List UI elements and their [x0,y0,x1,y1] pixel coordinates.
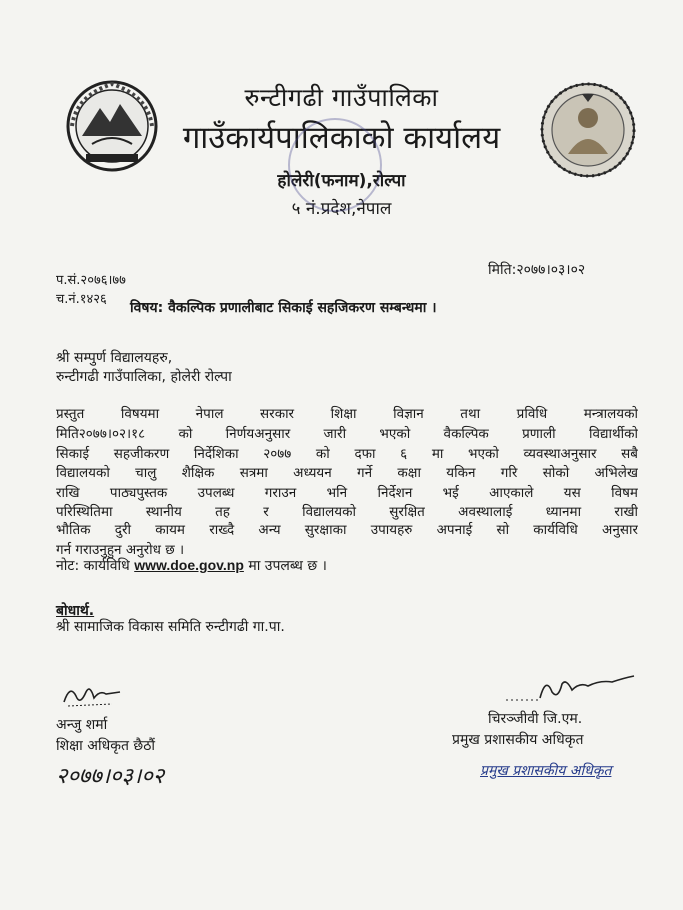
right-signature-icon [500,670,640,706]
note-prefix: नोट: कार्यविधि [56,558,135,574]
note-line [56,556,327,575]
left-signatory-title: शिक्षा अधिकृत छैठौं [56,738,155,754]
body-line: विद्यालयको चालु शैक्षिक सत्रमा अध्ययन गर्ने कक्षा यकिन गरि सोको अभिलेख [56,465,638,481]
letter-date: मिति:२०७७।०३।०२ [488,262,586,278]
office-province: ५ नं.प्रदेश,नेपाल [291,199,392,219]
body-line: गर्न गराउनुहुन अनुरोध छ । [56,542,185,558]
letter-number: प.सं.२०७६।७७ [56,273,126,288]
right-signatory-title: प्रमुख प्रशासकीय अधिकृत [452,732,584,748]
cc-recipient: श्री सामाजिक विकास समिति रुन्टीगढी गा.पा. [56,619,285,635]
letter-subject: विषय: वैकल्पिक प्रणालीबाट सिकाई सहजिकरण सम्बन्धमा । [130,300,437,316]
body-line: मिति२०७७।०२।१८ को निर्णयअनुसार जारी भएको वैकल्पिक प्रणाली विद्यार्थीको [56,426,638,442]
body-line: परिस्थितिमा स्थानीय तह र विद्यालयको सुरक्षित अवस्थालाई ध्यानमा राखी [56,504,638,520]
website-link[interactable]: www.doe.gov.np [134,557,244,573]
left-signatory-name: अन्जु शर्मा [56,717,108,733]
body-line: भौतिक दुरी कायम राख्दै अन्य सुरक्षाका उपायहरु अपनाई सो कार्यविधि अनुसार [56,522,638,538]
left-signature-date: २०७७।०३।०२ [56,764,165,789]
municipality-name: रुन्टीगढी गाउँपालिका [244,83,439,112]
office-round-stamp [288,118,382,212]
cc-heading: बोधार्थ. [56,603,95,619]
designation-stamp: प्रमुख प्रशासकीय अधिकृत [480,763,612,779]
dispatch-number: च.नं.१४२६ [56,292,107,307]
addressee-line: रुन्टीगढी गाउँपालिका, होलेरी रोल्पा [56,369,232,385]
body-line: प्रस्तुत विषयमा नेपाल सरकार शिक्षा विज्ञान तथा प्रविधि मन्त्रालयको [56,406,638,422]
left-signature-icon [60,680,130,710]
body-line: सिकाई सहजीकरण निर्देशिका २०७७ को दफा ६ मा भएको व्यवस्थाअनुसार सबै [56,446,638,462]
office-name: गाउँकार्यपालिकाको कार्यालय [182,120,501,156]
right-signatory-name: चिरञ्जीवी जि.एम. [488,711,583,727]
body-line: राखि पाठ्यपुस्तक उपलब्ध गराउन भनि निर्देशन भई आएकाले यस विषम [56,485,638,501]
office-address: होलेरी(फनाम),रोल्पा [277,171,406,191]
addressee-line: श्री सम्पुर्ण विद्यालयहरु, [56,350,173,366]
note-suffix: मा उपलब्ध छ । [243,558,327,574]
